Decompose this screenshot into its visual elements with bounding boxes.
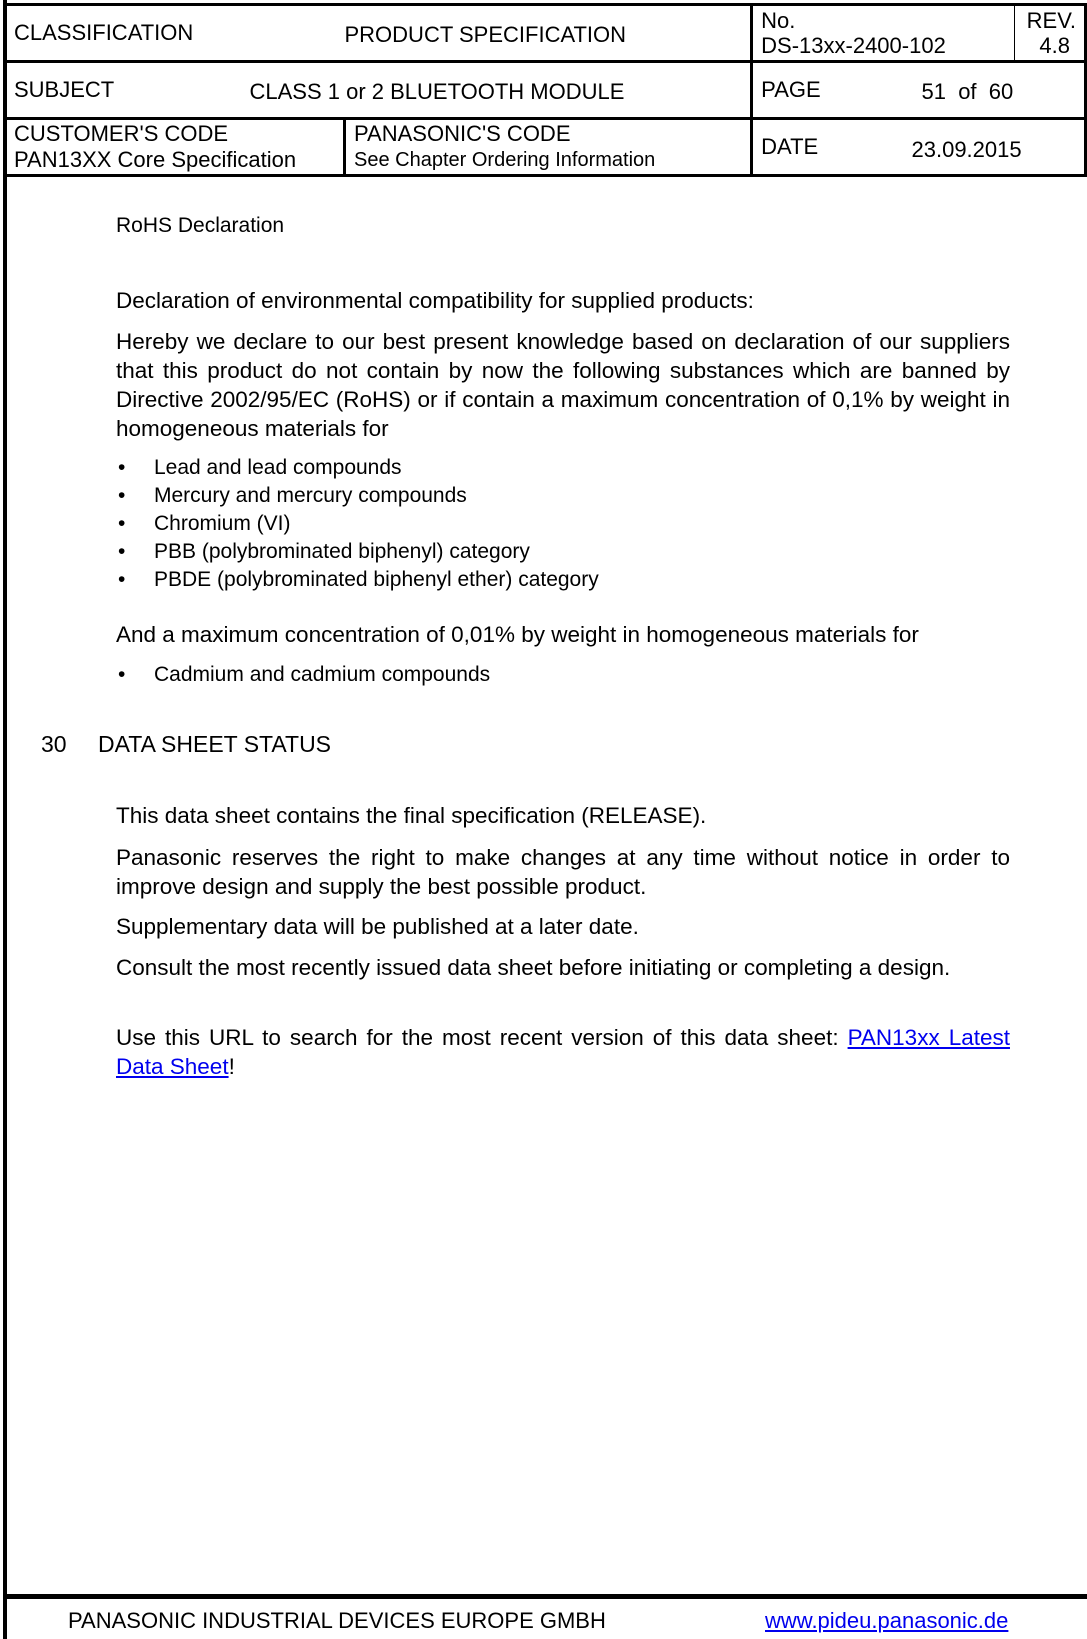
doc-number-cell — [752, 5, 1015, 62]
section-heading — [41, 731, 332, 758]
status-text-1: This data sheet contains the final specification (RELEASE). — [116, 803, 707, 828]
status-text-5: Use this URL to search for the most recent version of this data sheet: PAN13xx Latest Data Sheet! — [116, 1025, 1010, 1079]
list-item: • Cadmium and cadmium compounds — [118, 663, 491, 686]
page-cell — [752, 62, 1086, 119]
declaration-intro: Declaration of environmental compatibility for supplied products: — [116, 288, 754, 313]
latest-datasheet-link[interactable]: PAN13xx Latest Data Sheet — [116, 1025, 1010, 1079]
customer-code: PAN13XX Core Specification — [14, 147, 297, 172]
rev-label: REV. — [1026, 8, 1076, 33]
panasonic-code-label: PANASONIC'S CODE — [354, 121, 571, 146]
subject-value: CLASS 1 or 2 BLUETOOTH MODULE — [249, 78, 625, 104]
customer-code-label: CUSTOMER'S CODE — [14, 121, 229, 146]
footer — [3, 1594, 1087, 1639]
status-text-4: Consult the most recently issued data sheet before initiating or completing a design. — [116, 955, 951, 980]
classification-cell — [5, 5, 752, 62]
page-number: 51 of 60 — [921, 78, 1014, 104]
revision-cell — [1015, 5, 1086, 62]
list-item: • Lead and lead compounds — [118, 456, 402, 479]
list-item: • PBB (polybrominated biphenyl) category — [118, 540, 530, 563]
declaration-paragraph: Hereby we declare to our best present knowledge based on declaration of our suppliers that this product do not contain by now the following substances which are banned by Directive 2002/95/EC (RoHS) or if contain a maximum concentration of 0,1% by weight in homogeneous materials for — [116, 329, 1010, 441]
list-item: • Chromium (VI) — [118, 512, 291, 535]
page-label: PAGE — [761, 77, 821, 102]
classification-label: CLASSIFICATION — [14, 20, 194, 45]
date-value: 23.09.2015 — [911, 136, 1022, 162]
date-label: DATE — [761, 134, 819, 159]
subject-label: SUBJECT — [14, 77, 115, 102]
status-text-2: Panasonic reserves the right to make changes at any time without notice in order to improve design and supply the best possible product. — [116, 845, 1010, 899]
classification-value: PRODUCT SPECIFICATION — [344, 21, 627, 47]
subject-cell — [5, 62, 752, 119]
footer-company: PANASONIC INDUSTRIAL DEVICES EUROPE GMBH — [68, 1608, 606, 1633]
doc-number: DS-13xx-2400-102 — [761, 33, 946, 58]
document-header — [3, 3, 1087, 177]
no-label: No. — [761, 8, 796, 33]
status-text-3: Supplementary data will be published at a later date. — [116, 914, 639, 939]
date-cell — [752, 119, 1086, 176]
list-item: • Mercury and mercury compounds — [118, 484, 467, 507]
panasonic-code: See Chapter Ordering Information — [354, 149, 656, 171]
section-number: 30 — [41, 731, 67, 757]
customer-code-cell — [5, 119, 345, 176]
rohs-title: RoHS Declaration — [116, 214, 285, 237]
revision: 4.8 — [1039, 33, 1070, 58]
section-title: DATA SHEET STATUS — [98, 731, 332, 757]
max-concentration-text: And a maximum concentration of 0,01% by weight in homogeneous materials for — [116, 622, 919, 647]
list-item: • PBDE (polybrominated biphenyl ether) category — [118, 568, 599, 591]
panasonic-code-cell — [345, 119, 752, 176]
footer-website-link[interactable]: www.pideu.panasonic.de — [765, 1608, 1009, 1633]
